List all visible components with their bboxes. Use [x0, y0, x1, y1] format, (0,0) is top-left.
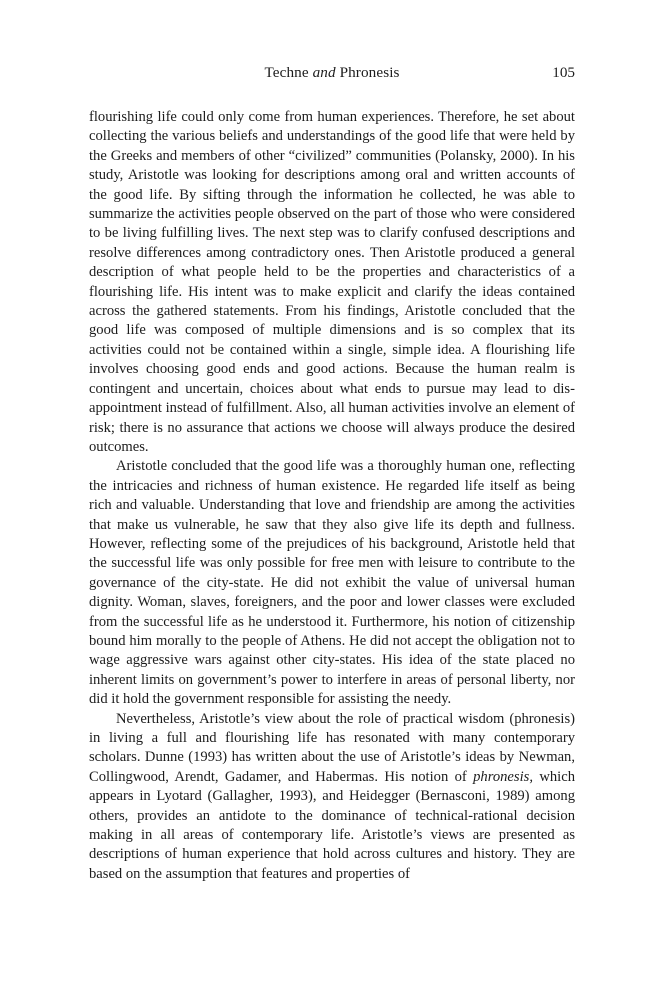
page-number: 105 — [552, 64, 575, 81]
running-title-italic: and — [312, 64, 336, 81]
paragraph-1: flourishing life could only come from human experiences. Therefore, he set about collecting the various beliefs and understandings of the good life that were held by the Greeks and members of other “civilized” communities (Polansky, 2000). In his study, Aristotle was looking for descriptions among oral and written accounts of the good life. By sifting through the information he collected, he was able to summarize the activities people observed on the part of those who were considered to be living fulfilling lives. The next step was to clarify confused descriptions and resolve differences among contradictory ones. Then Aristotle produced a general description of what people held to be the properties and characteristics of a flourishing life. His intent was to make explicit and clarify the ideas contained across the gathered statements. From his findings, Aristotle concluded that the good life was composed of multiple dimensions and is so complex that its activities could not be contained within a single, simple idea. A flourishing life involves choosing good ends and good actions. Because the human realm is contingent and uncertain, choices about what ends to pursue may lead to disappointment instead of fulfillment. Also, all human activities involve an element of risk; there is no assurance that actions we choose will always produce the desired outcomes. — [89, 109, 575, 455]
paragraph-3-end: which appears in Lyotard (Gallagher, 1993), and Heidegger (Bernasconi, 1989) among others, provides an antidote to the dominance of technical-rational decision making in all areas of contemporary life. Aristotle’s views are presented as descriptions of human experience that hold across cultures and history. They are based on the assumption that features and properties of — [89, 768, 575, 882]
running-head — [89, 63, 575, 83]
running-title — [89, 63, 575, 83]
body-text — [89, 108, 575, 884]
running-title-start: Techne — [264, 64, 313, 81]
paragraph-3-start: Nevertheless, Aristotle’s view about the role of practical wisdom (phronesis) in living a full and flourishing life has resonated with many contemporary scholars. Dunne (1993) has written about the use of Aristotle’s ideas by Newman, Collingwood, Arendt, Gadamer, and Habermas. His notion of — [89, 710, 575, 785]
paragraph-2: Aristotle concluded that the good life was a thoroughly human one, reflecting the intricacies and richness of human existence. He regarded life itself as being rich and valuable. Understanding that love and friendship are among the activities that make us vulnerable, he saw that they also give life its depth and fullness. However, reflecting some of the prejudices of his background, Aristotle held that the successful life was only possible for free men with leisure to contribute to the governance of the city-state. He did not exhibit the value of universal human dignity. Woman, slaves, foreigners, and the poor and lower classes were excluded from the successful life as he understood it. Furthermore, his notion of citizenship bound him morally to the people of Athens. He did not accept the obligation not to wage aggressive wars against other city-states. His idea of the state placed no inherent limits on government’s power to interfere in areas of personal liberty, nor did it hold the government responsible for assisting the needy. — [89, 458, 575, 708]
paragraph-3 — [89, 710, 575, 885]
italic-term-phronesis: phronesis, — [473, 768, 533, 785]
running-title-end: Phronesis — [335, 64, 400, 81]
